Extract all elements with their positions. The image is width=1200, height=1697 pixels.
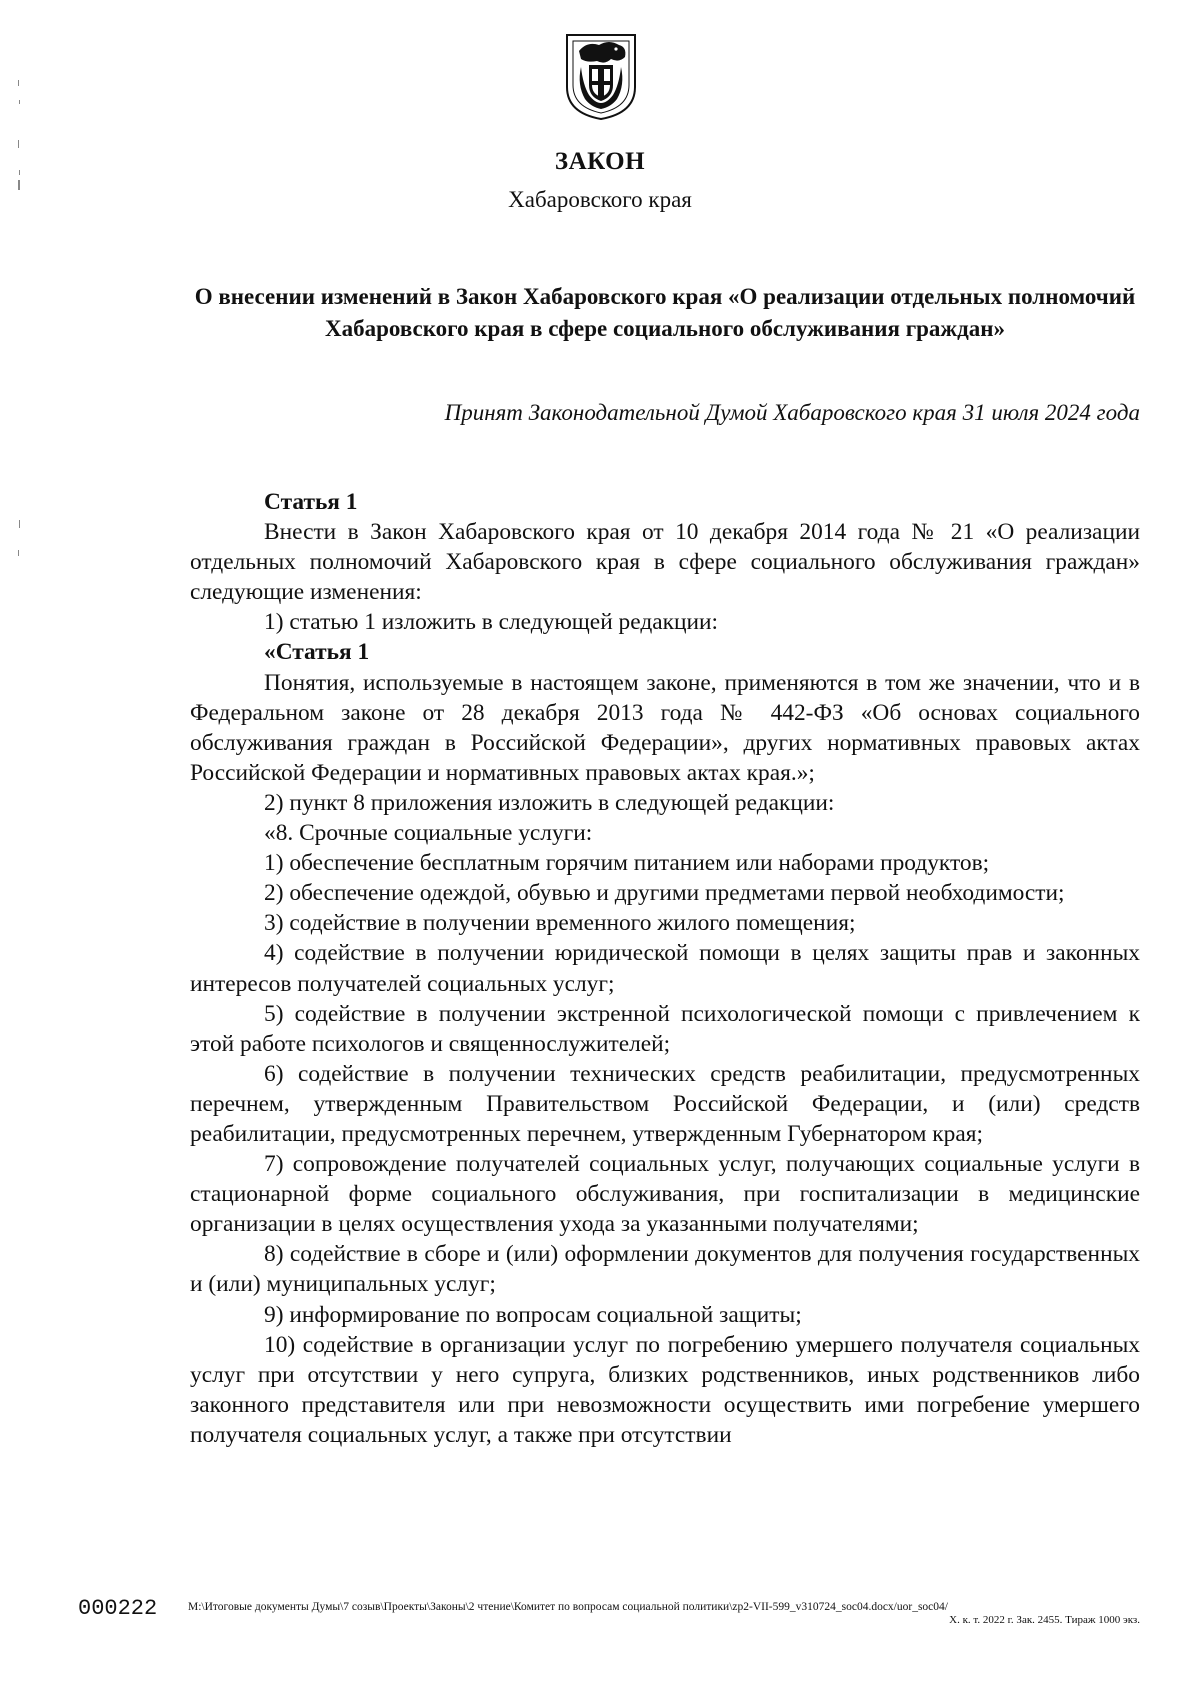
list-item: 6) содействие в получении технических средств реабилитации, предусмотренных перечнем, утвержденным Правительством Российской Федерации, и (или) средств реабилитации, предусмотренных перечнем, утвержденным Губернатором края;	[190, 1060, 1140, 1147]
quoted-article-text: Понятия, используемые в настоящем законе, применяются в том же значении, что и в Федеральном законе от 28 декабря 2013 года № 442-ФЗ «Об основах социального обслуживания граждан в Российской Федерации», других нормативных правовых актах Российской Федерации и нормативных правовых актах края.»;	[190, 669, 1140, 786]
amendment-item-1: 1) статью 1 изложить в следующей редакции:	[264, 609, 719, 636]
document-title: О внесении изменений в Закон Хабаровского края «О реализации отдельных полномочий Хабаровского края в сфере социального обслуживания граждан»	[194, 284, 1136, 341]
print-info: Х. к. т. 2022 г. Зак. 2455. Тираж 1000 экз.	[949, 1614, 1140, 1626]
article-heading: Статья 1	[264, 489, 358, 515]
list-item: 10) содействие в организации услуг по погребению умершего получателя социальных услуг при отсутствии у него супруга, близких родственников, иных родственников либо законного представителя или при невозможности осуществить ими погребение умершего получателя социальных услуг, а также при отсутствии	[190, 1331, 1140, 1448]
list-item: 3) содействие в получении временного жилого помещения;	[264, 910, 856, 937]
article-intro: Внести в Закон Хабаровского края от 10 декабря 2014 года № 21 «О реализации отдельных полномочий Хабаровского края в сфере социального обслуживания граждан» следующие изменения:	[190, 519, 1140, 606]
list-item: 8) содействие в сборе и (или) оформлении документов для получения государственных и (или) муниципальных услуг;	[190, 1241, 1140, 1298]
file-path: M:\Итоговые документы Думы\7 созыв\Проекты\Законы\2 чтение\Комитет по вопросам социальной политики\zp2-VII-599_v310724_soc04.docx/uor_soc04/	[188, 1601, 948, 1613]
quoted-article-heading: «Статья 1	[264, 639, 370, 666]
law-heading: ЗАКОН	[554, 148, 646, 175]
article-body	[190, 487, 1140, 1450]
list-item: 7) сопровождение получателей социальных услуг, получающих социальные услуги в стационарной форме социального обслуживания, при госпитализации в медицинские организации в целях осуществления ухода за указанными получателями;	[190, 1151, 1140, 1238]
list-item: 9) информирование по вопросам социальной защиты;	[264, 1301, 802, 1328]
list-item: 1) обеспечение бесплатным горячим питанием или наборами продуктов;	[264, 850, 990, 877]
list-item: 5) содействие в получении экстренной психологической помощи с привлечением к этой работе психологов и священнослужителей;	[190, 1000, 1140, 1057]
adoption-note: Принят Законодательной Думой Хабаровского края 31 июля 2024 года	[444, 400, 1140, 425]
page-number: 000222	[78, 1596, 158, 1621]
list-item: 4) содействие в получении юридической помощи в целях защиты прав и законных интересов получателей социальных услуг;	[190, 940, 1140, 997]
law-region: Хабаровского края	[508, 187, 692, 212]
list-item: 2) обеспечение одеждой, обувью и другими предметами первой необходимости;	[264, 880, 1065, 907]
coat-of-arms-emblem	[561, 29, 641, 121]
amendment-item-2: 2) пункт 8 приложения изложить в следующей редакции:	[264, 789, 835, 816]
point8-heading: «8. Срочные социальные услуги:	[264, 820, 593, 847]
